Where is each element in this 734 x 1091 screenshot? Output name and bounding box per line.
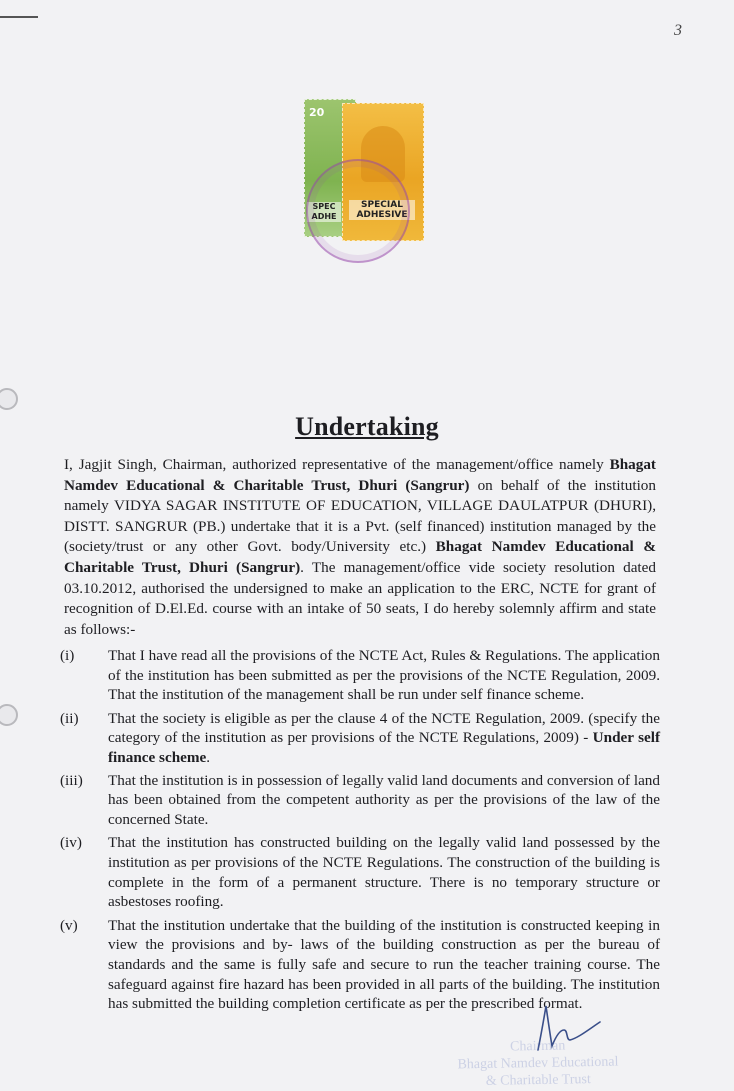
intro-text-3: . The management/office vide society resolution dated 03.10.2012, authorised the undersigned to make an application to the ERC, NCTE for grant of recognition of D.El.Ed. course with an intake of 50 seats, I do hereby solemnly affirm and state as follows:-: [64, 558, 656, 638]
clause-text: That the institution has constructed building on the legally valid land possessed by the institution as per provisions of the NCTE Regulations. The construction of the building is complete in the form of a permanent structure. There is no temporary structure or asbestoses roofing.: [108, 834, 660, 911]
intro-text-2: on behalf of the institution namely VIDYA SAGAR INSTITUTE OF EDUCATION, VILLAGE DAULATPUR (DHURI), DISTT. SANGRUR (PB.) undertake that it is a Pvt. (self financed) institution managed by the (society/trust or any other Govt. body/University etc.): [64, 476, 656, 556]
green-stamp-value: 20: [309, 106, 325, 119]
clause-item: [60, 709, 660, 768]
clause-item: [60, 646, 660, 705]
clause-text-end: .: [206, 748, 211, 766]
clause-bold-text: Under self finance scheme: [108, 729, 661, 766]
trust-name: Bhagat Namdev Educational & Charitable Trust, Dhuri (Sangrur): [64, 456, 656, 494]
page-number: 3: [674, 22, 682, 39]
punch-hole-upper: [0, 388, 18, 410]
clause-item: [60, 833, 660, 911]
document-title: Undertaking: [295, 412, 439, 441]
clause-text: That the society is eligible as per the clause 4 of the NCTE Regulation, 2009. (specify the category of the institution as per provisions of the NCTE Regulations, 2009) -: [108, 709, 660, 747]
clause-number: (iii): [60, 771, 83, 789]
clause-text: That the institution is in possession of legally valid land documents and conversion of land has been obtained from the competent authority as per the provisions of the law of the concerned State.: [108, 771, 660, 828]
clause-text: That I have read all the provisions of the NCTE Act, Rules & Regulations. The application of the institution has been submitted as per the provisions of the NCTE Regulation, 2009. That the institution of the management shall be run under self finance scheme.: [108, 647, 660, 704]
clause-number: (v): [60, 916, 78, 934]
clause-text: That the institution undertake that the building of the institution is constructed keeping in view the provisions and by- laws of the building construction as per the bureau of standards and the same is fully safe and secure to run the teacher training course. The safeguard against fire hazard has been provided in all parts of the building. The institution has submitted the building completion certificate as per the prescribed format.: [108, 916, 660, 1013]
orange-stamp-label: SPECIAL ADHESIVE: [349, 200, 415, 220]
clause-number: (ii): [60, 709, 79, 727]
clause-number: (iv): [60, 834, 82, 852]
intro-text-1: I, Jagjit Singh, Chairman, authorized representative of the management/office namely: [64, 456, 610, 473]
rubber-seal-icon: [306, 159, 410, 263]
faded-trust-stamp: [438, 1036, 639, 1090]
clause-item: [60, 916, 660, 1014]
clause-number: (i): [60, 647, 75, 664]
faded-stamp-line: Chairman: [509, 1038, 566, 1055]
trust-name: Bhagat Namdev Educational & Charitable Trust, Dhuri (Sangrur): [64, 538, 656, 576]
revenue-stamps: [290, 95, 440, 275]
margin-mark: [0, 16, 38, 18]
faded-stamp-line: & Charitable Trust: [485, 1072, 591, 1089]
clause-item: [60, 771, 660, 830]
green-stamp-label: SPEC ADHE: [307, 202, 341, 222]
faded-stamp-line: Bhagat Namdev Educational: [457, 1054, 619, 1073]
punch-hole-lower: [0, 704, 18, 726]
intro-paragraph: [64, 455, 656, 640]
undertaking-clauses: [60, 646, 660, 1014]
